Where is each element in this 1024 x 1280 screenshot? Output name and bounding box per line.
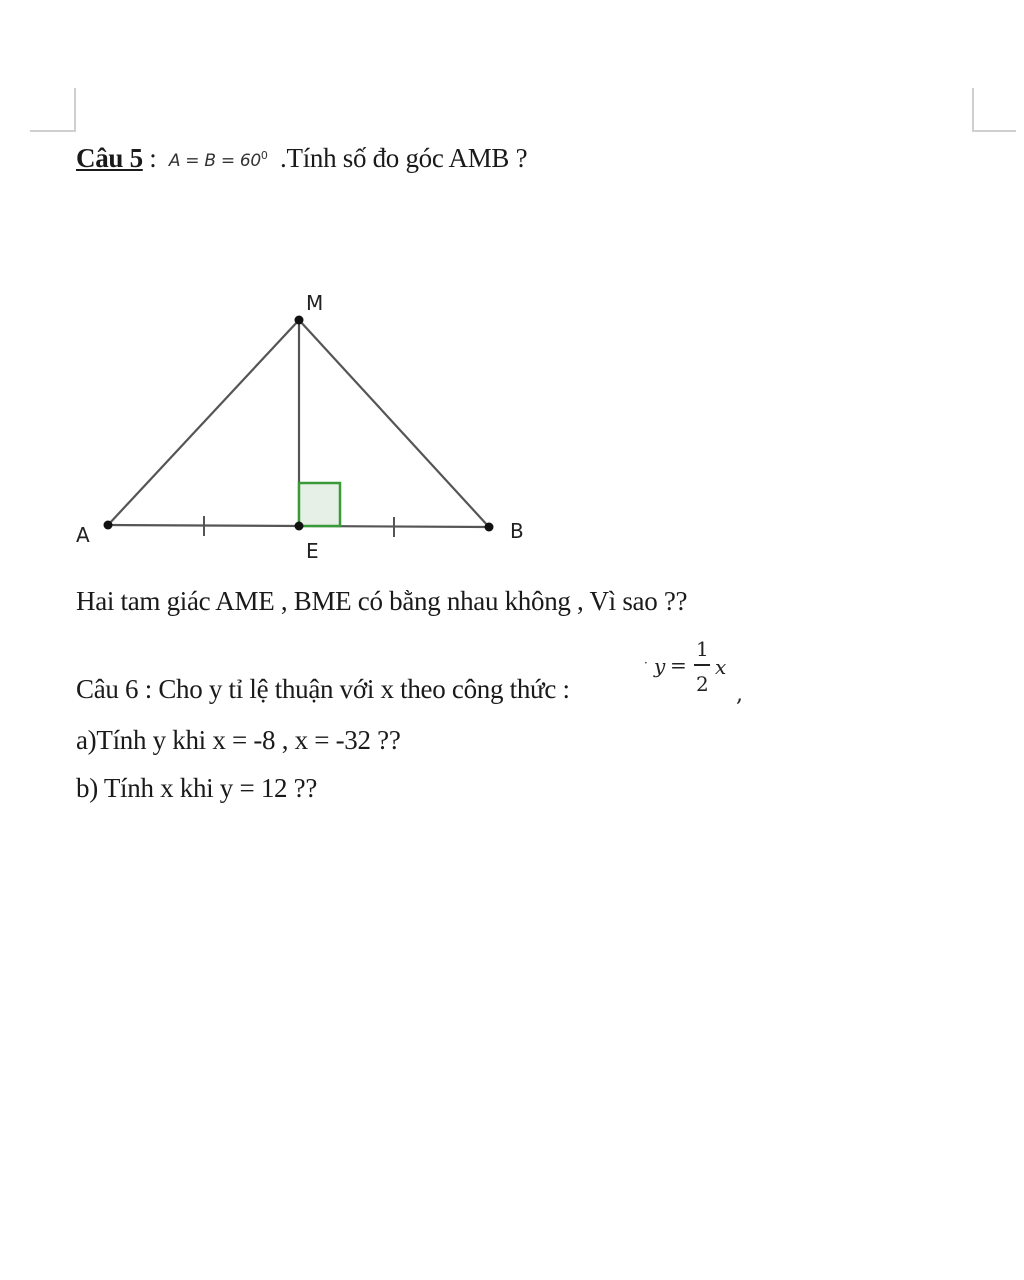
angle-equation-text: A = B = 60 <box>168 151 261 171</box>
point-E <box>295 522 304 531</box>
degree-mark: 0 <box>260 149 268 162</box>
crop-mark-top-left-vertical <box>74 88 76 132</box>
formula-x: x <box>715 655 727 679</box>
point-B <box>485 523 494 532</box>
crop-mark-top-right-horizontal <box>972 130 1016 132</box>
label-B: B <box>510 519 524 543</box>
segment-AM <box>108 320 299 525</box>
triangle-figure <box>60 280 560 580</box>
crop-mark-top-right-vertical <box>972 88 974 132</box>
point-A <box>104 521 113 530</box>
fraction-bar <box>694 664 710 666</box>
congruence-question: Hai tam giác AME , BME có bằng nhau không , Vì sao ?? <box>76 586 688 616</box>
formula-comma: , <box>736 682 743 707</box>
question-6-text: Câu 6 : Cho y tỉ lệ thuận với x theo công thức : <box>76 674 570 704</box>
formula-equals: = <box>670 653 687 677</box>
question-5-text: .Tính số đo góc AMB ? <box>273 143 528 173</box>
point-M <box>295 316 304 325</box>
part-a: a)Tính y khi x = -8 , x = -32 ?? <box>76 725 401 755</box>
angle-equation <box>169 151 268 171</box>
formula-dot: · <box>644 656 648 670</box>
label-M: M <box>306 291 324 315</box>
proportion-formula <box>644 634 754 714</box>
formula-numerator: 1 <box>696 637 709 661</box>
question-5-label: Câu 5 <box>76 143 143 173</box>
formula-denominator: 2 <box>696 672 709 696</box>
label-A: A <box>76 523 90 547</box>
question-5-colon: : <box>142 143 157 173</box>
right-angle-marker <box>299 483 340 526</box>
crop-mark-top-left-horizontal <box>30 130 76 132</box>
part-b: b) Tính x khi y = 12 ?? <box>76 773 318 803</box>
formula-y: y <box>654 654 666 678</box>
label-E: E <box>306 539 319 563</box>
question-5-line <box>76 143 527 174</box>
